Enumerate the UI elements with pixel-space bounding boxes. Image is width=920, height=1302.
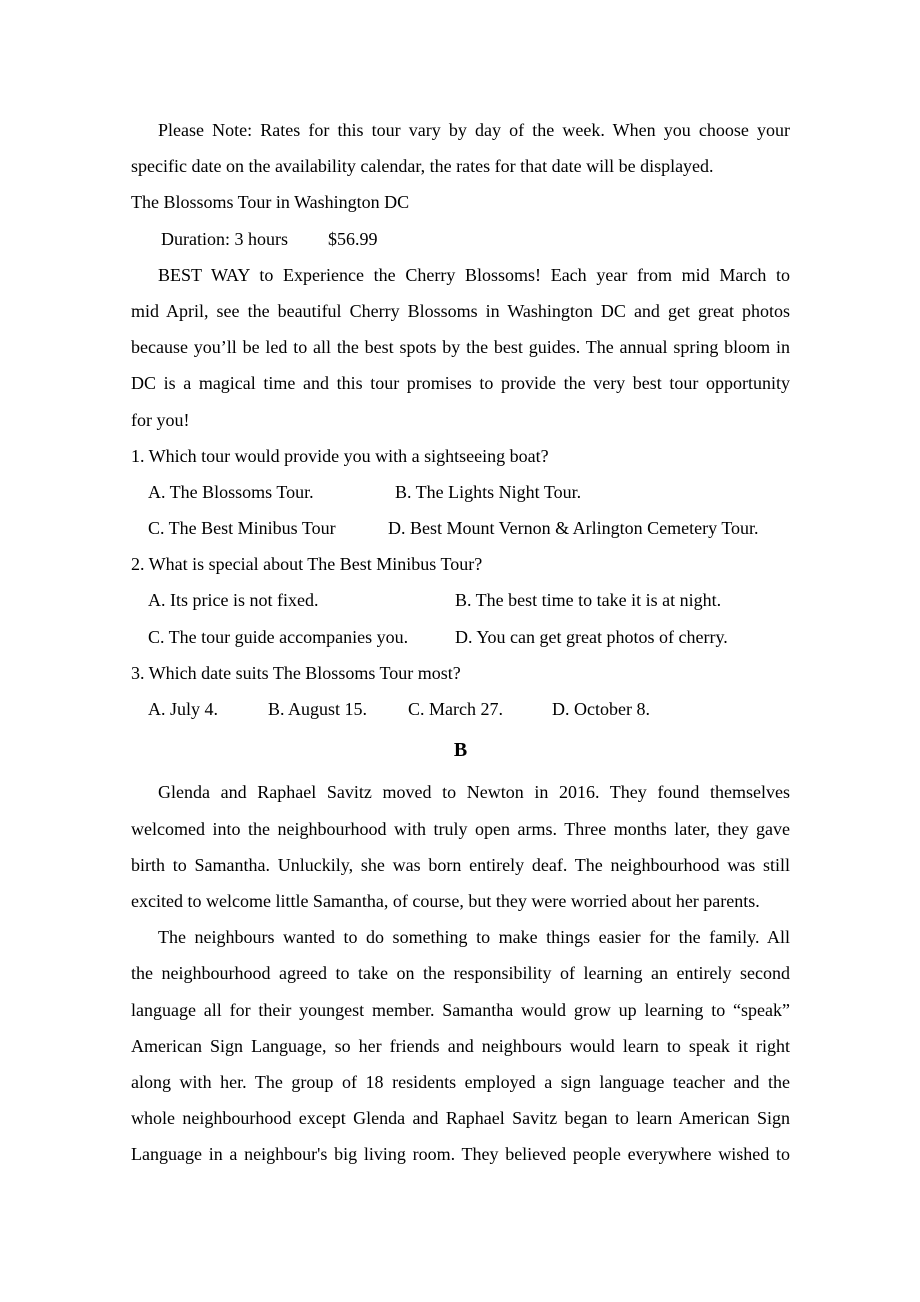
passage-b-p2-line-2: the neighbourhood agreed to take on the responsibility of learning an entirely second <box>131 963 790 984</box>
duration-price-line <box>131 221 790 257</box>
duration-label: Duration: 3 hours <box>161 228 288 249</box>
passage-b-p2-line-4: American Sign Language, so her friends and neighbours would learn to speak it right <box>131 1035 790 1056</box>
note-line-2: specific date on the availability calendar, the rates for that date will be displayed. <box>131 156 714 177</box>
question-1-options-row-1 <box>131 474 790 510</box>
question-3-option-a: A. July 4. <box>148 699 219 719</box>
description-line-5: for you! <box>131 409 190 430</box>
passage-b-p2-line-7: Language in a neighbour's big living room. They believed people everywhere wished to <box>131 1144 790 1165</box>
question-1-option-a: A. The Blossoms Tour. <box>148 481 314 502</box>
passage-b-p2-line-1: The neighbours wanted to do something to make things easier for the family. All <box>158 927 790 948</box>
question-1-option-c: C. The Best Minibus Tour <box>148 518 336 539</box>
question-2-option-c: C. The tour guide accompanies you. <box>148 626 409 647</box>
description-line-3: because you’ll be led to all the best spots by the best guides. The annual spring bloom in <box>131 337 790 358</box>
question-3-option-d: D. October 8. <box>552 699 650 719</box>
description-line-4: DC is a magical time and this tour promises to provide the very best tour opportunity <box>131 373 790 394</box>
question-1-option-d: D. Best Mount Vernon & Arlington Cemetery Tour. <box>388 518 759 539</box>
tour-title: The Blossoms Tour in Washington DC <box>131 192 410 213</box>
section-b-header: B <box>453 739 468 762</box>
description-line-2: mid April, see the beautiful Cherry Blossoms in Washington DC and get great photos <box>131 300 790 321</box>
question-1-options-row-2 <box>131 510 790 546</box>
passage-b-p2-line-6: whole neighbourhood except Glenda and Raphael Savitz began to learn American Sign <box>131 1108 790 1129</box>
text-body <box>131 112 790 1172</box>
note-line-1: Please Note: Rates for this tour vary by day of the week. When you choose your <box>158 120 790 140</box>
question-2-option-b: B. The best time to take it is at night. <box>455 590 722 611</box>
passage-b-p1-line-4: excited to welcome little Samantha, of course, but they were worried about her parents. <box>131 890 760 911</box>
question-2-option-a: A. Its price is not fixed. <box>148 590 319 611</box>
passage-b-p2-line-3: language all for their youngest member. Samantha would grow up learning to “speak” <box>131 999 790 1020</box>
price-label: $56.99 <box>328 228 378 249</box>
question-2-options-row-2 <box>131 619 790 655</box>
passage-b-p1-line-2: welcomed into the neighbourhood with truly open arms. Three months later, they gave <box>131 818 790 839</box>
question-3-option-c: C. March 27. <box>408 699 503 719</box>
question-3-stem: 3. Which date suits The Blossoms Tour most? <box>131 662 461 683</box>
question-3-options-row <box>131 691 790 727</box>
question-1-option-b: B. The Lights Night Tour. <box>395 481 582 502</box>
question-2-stem: 2. What is special about The Best Minibus Tour? <box>131 554 483 575</box>
question-2-options-row-1 <box>131 582 790 618</box>
question-2-option-d: D. You can get great photos of cherry. <box>455 626 728 647</box>
passage-b-p2-line-5: along with her. The group of 18 residents employed a sign language teacher and the <box>131 1071 790 1092</box>
passage-b-p1-line-1: Glenda and Raphael Savitz moved to Newton in 2016. They found themselves <box>158 782 790 803</box>
question-1-stem: 1. Which tour would provide you with a sightseeing boat? <box>131 445 549 466</box>
question-3-option-b: B. August 15. <box>268 699 368 719</box>
passage-b-p1-line-3: birth to Samantha. Unluckily, she was born entirely deaf. The neighbourhood was still <box>131 854 790 875</box>
description-line-1: BEST WAY to Experience the Cherry Blossoms! Each year from mid March to <box>158 264 790 285</box>
